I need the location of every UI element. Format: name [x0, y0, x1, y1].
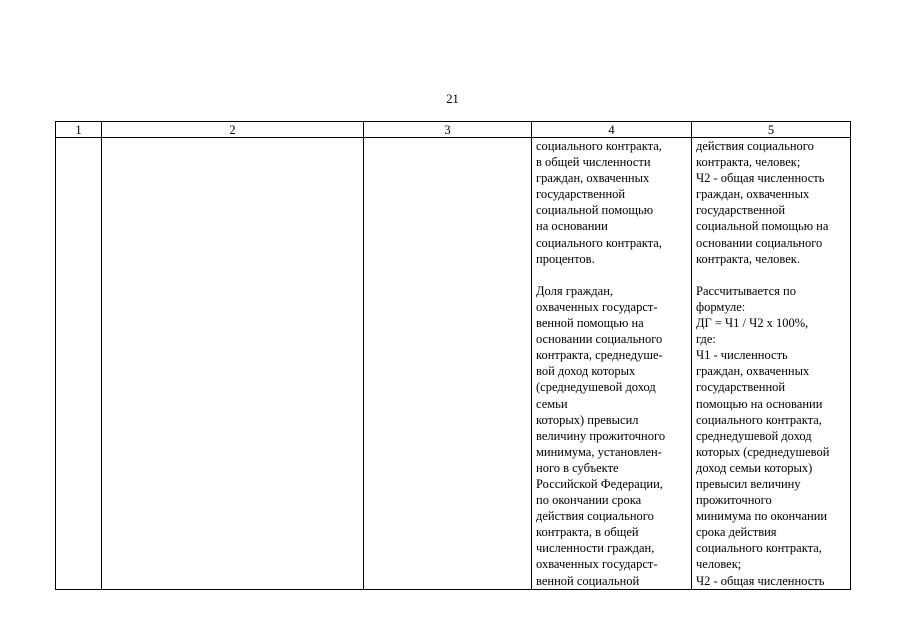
cell-col-5: [692, 138, 851, 590]
indicator-description: социального контракта, в общей численности граждан, охваченных государственной социальной помощью на основании социального контракта, процентов. Доля граждан, охваченных государст- венной помощью на основании социального контракта, среднедуше- вой доход которых (среднедушевой доход семьи которых) превысил величину прожиточного минимума, установлен- ного в субъекте Российской Федерации, по окончании срока действия социального контракта, в общей численности граждан, охваченных государст- венной социальной: [536, 139, 666, 588]
column-header-1: 1: [56, 122, 102, 138]
cell-col-2: [102, 138, 364, 590]
table-header-row: [56, 122, 851, 138]
cell-col-1: [56, 138, 102, 590]
column-header-5: 5: [692, 122, 851, 138]
table-row: [56, 138, 851, 590]
cell-col-4: [532, 138, 692, 590]
cell-col-3: [364, 138, 532, 590]
column-header-3: 3: [364, 122, 532, 138]
indicator-table: [55, 121, 851, 590]
column-header-4: 4: [532, 122, 692, 138]
column-header-2: 2: [102, 122, 364, 138]
page-number: 21: [446, 92, 459, 106]
calculation-method: действия социального контракта, человек; Ч2 - общая численность граждан, охваченных государственной социальной помощью на основании социального контракта, человек. Рассчитывается по формуле: ДГ = Ч1 / Ч2 x 100%, где: Ч1 - численность граждан, охваченных государственной помощью на основании социального контракта, среднедушевой доход которых (среднедушевой доход семьи которых) превысил величину прожиточного минимума по окончании срока действия социального контракта, человек; Ч2 - общая численность: [696, 139, 830, 588]
